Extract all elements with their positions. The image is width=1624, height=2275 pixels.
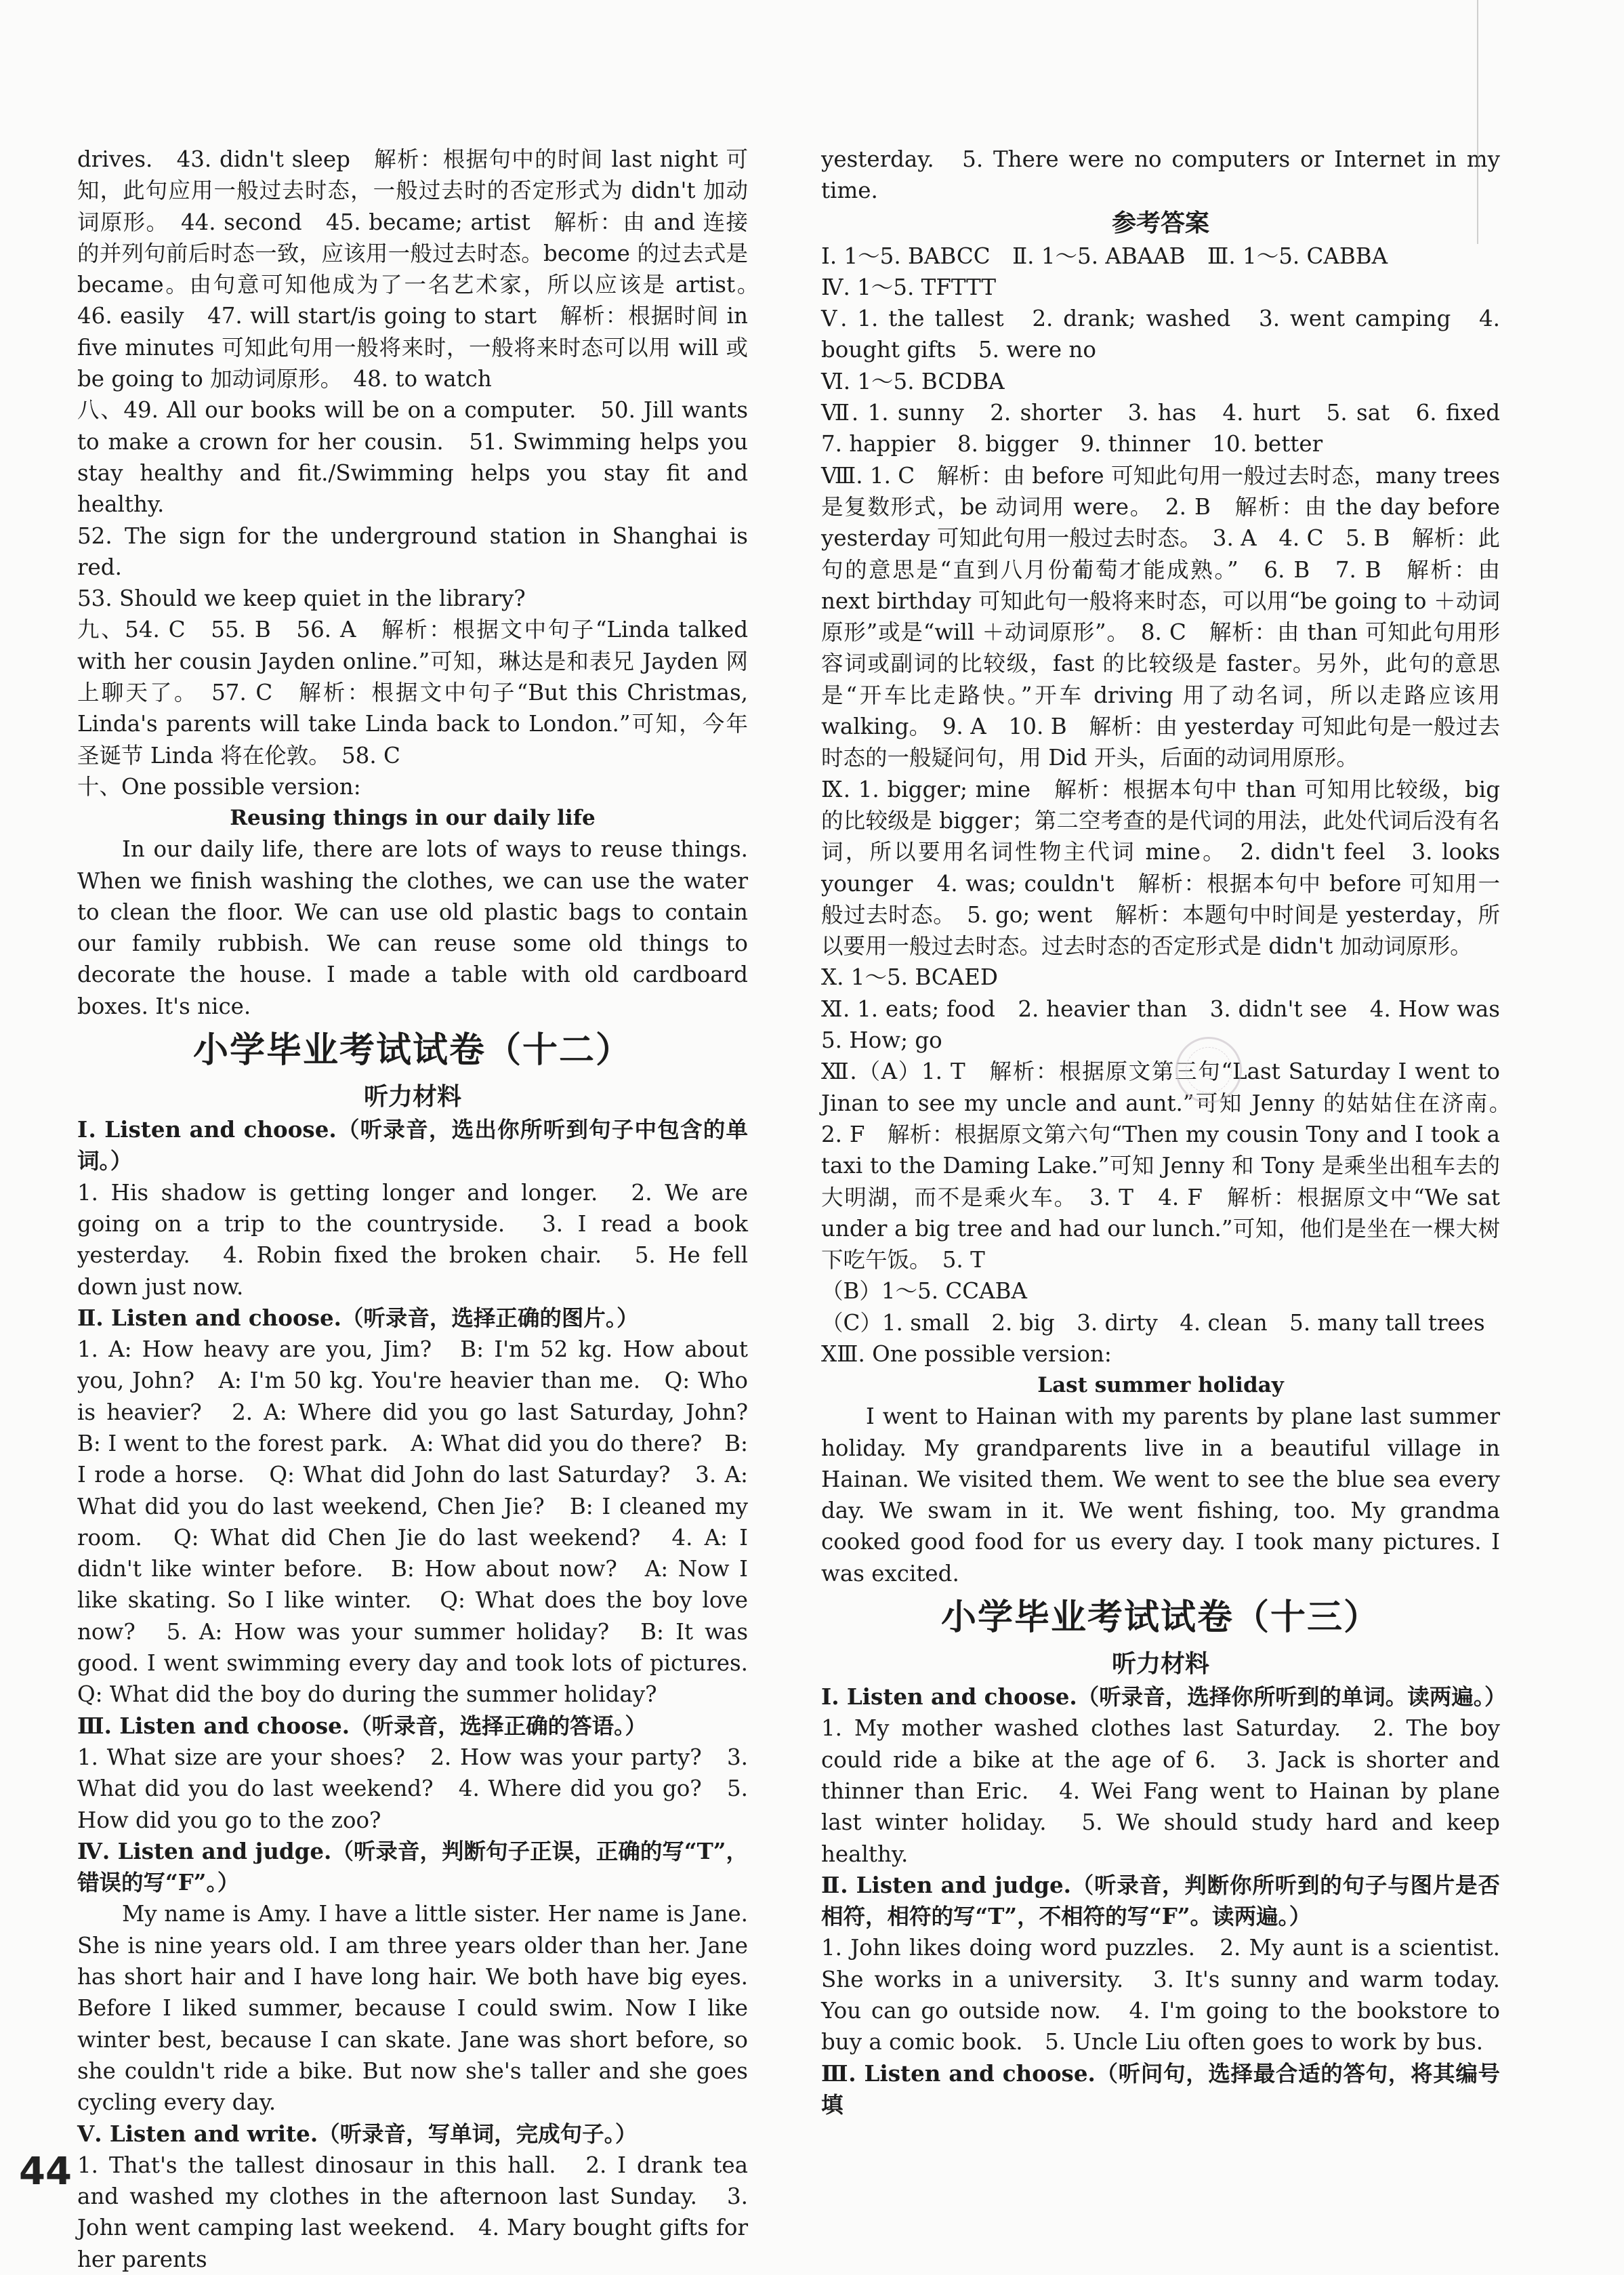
question-heading: Ⅴ. Listen and write.（听录音，写单词，完成句子。） (77, 2120, 638, 2147)
question-heading: Ⅰ. Listen and choose.（听录音，选出你所听到句子中包含的单词。） (77, 1116, 748, 1174)
answer-paragraph: 1. That's the tallest dinosaur in this hall. 2. I drank tea and washed my clothes in the afternoon last Sunday. 3. John went camping last weekend. 4. Mary bought gifts for her parents (77, 2152, 748, 2272)
answer-paragraph: 52. The sign for the underground station in Shanghai is red. (77, 522, 748, 580)
answer-paragraph: 1. My mother washed clothes last Saturday. 2. The boy could ride a bike at the age of 6. 3. Jack is shorter and thinner than Eric. 4. Wei Fang went to Hainan by plane last winter holiday. 5. We should study hard and keep healthy. (821, 1715, 1500, 1867)
answer-paragraph: 1. John likes doing word puzzles. 2. My aunt is a scientist. She works in a university. 3. It's sunny and warm today. You can go outside now. 4. I'm going to the bookstore to buy a comic book. 5. Uncle Liu often goes to work by bus. (821, 1935, 1500, 2055)
section-heading: 听力材料 (363, 1083, 461, 1111)
answer-paragraph: ⅩⅢ. One possible version: (821, 1340, 1112, 1367)
answer-paragraph: （B）1～5. CCABA (821, 1278, 1027, 1305)
answer-paragraph: 八、49. All our books will be on a computer. 50. Jill wants to make a crown for her cousin. 51. Swimming helps you stay healthy and fit./Swimming helps you stay fit and healthy. (77, 397, 748, 518)
answer-paragraph: Ⅵ. 1～5. BCDBA (821, 368, 1005, 394)
answer-paragraph: Ⅻ.（A）1. T 解析：根据原文第三句“Last Saturday I went to Jinan to see my uncle and aunt.”可知 Jenny 的姑姑住在济南。 2. F 解析：根据原文第六句“Then my cousin Tony and I took a taxi to the Daming Lake.”可知 Jenny 和 Tony 是乘坐出租车去的大明湖，而不是乘火车。 3. T 4. F 解析：根据原文中“We sat under a big tree and had our lunch.”可知，他们是坐在一棵大树下吃午饭。 5. T (821, 1059, 1522, 1273)
question-heading: Ⅲ. Listen and choose.（听录音，选择正确的答语。） (77, 1712, 647, 1739)
answer-paragraph: My name is Amy. I have a little sister. Her name is Jane. She is nine years old. I am three years older than her. Jane has short hair and I have long hair. We both have big eyes. Before I liked summer, because I could swim. Now I like winter best, because I can skate. Jane was short before, so she couldn't ride a bike. But now she's taller and she goes cycling every day. (77, 1901, 748, 2116)
answer-paragraph: 十、One possible version: (77, 773, 361, 800)
section-heading: 听力材料 (1111, 1650, 1209, 1679)
answer-paragraph: yesterday. 5. There were no computers or Internet in my time. (821, 146, 1500, 204)
answer-paragraph: 1. His shadow is getting longer and longer. 2. We are going on a trip to the countryside. 3. I read a book yesterday. 4. Robin fixed the broken chair. 5. He fell down just now. (77, 1179, 748, 1300)
essay-title: Reusing things in our daily life (230, 806, 596, 831)
left-column (77, 144, 770, 2275)
right-column (821, 144, 1522, 2120)
answer-paragraph: drives. 43. didn't sleep 解析：根据句中的时间 last night 可知，此句应用一般过去时态，一般过去时的否定形式为 didn't 加动词原形。 44. second 45. became; artist 解析：由 and 连接的并列句前后时态一致，应该用一般过去时态。become 的过去式是 became。由句意可知他成为了一名艺术家，所以应该是 artist。 46. easily 47. will start/is going to start 解析：根据时间 in five minutes 可知此句用一般将来时，一般将来时态可以用 will 或 be going to 加动词原形。 48. to watch (77, 146, 770, 392)
exam-title: 小学毕业考试试卷（十二） (192, 1030, 632, 1071)
answer-paragraph: Ⅳ. 1～5. TFTTT (821, 274, 997, 300)
answer-paragraph: In our daily life, there are lots of ways to reuse things. When we finish washing the clothes, we can use the water to clean the floor. We can use old plastic bags to contain our family rubbish. We can reuse some old things to decorate the house. I made a table with old cardboard boxes. It's nice. (77, 836, 748, 1019)
answer-paragraph: （C）1. small 2. big 3. dirty 4. clean 5. many tall trees (821, 1309, 1485, 1336)
section-heading: 参考答案 (1111, 209, 1209, 237)
answer-paragraph: 1. A: How heavy are you, Jim? B: I'm 52 kg. How about you, John? A: I'm 50 kg. You're heavier than me. Q: Who is heavier? 2. A: Where did you go last Saturday, John? B: I went to the forest park. A: What did you do there? B: I rode a horse. Q: What did John do last Saturday? 3. A: What did you do last weekend, Chen Jie? B: I cleaned my room. Q: What did Chen Jie do last weekend? 4. A: I didn't like winter before. B: How about now? A: Now I like skating. So I like winter. Q: What does the boy love now? 5. A: How was your summer holiday? B: It was good. I went swimming every day and took lots of pictures. Q: What did the boy do during the summer holiday? (77, 1336, 770, 1708)
answer-paragraph: Ⅰ. 1～5. BABCC Ⅱ. 1～5. ABAAB Ⅲ. 1～5. CABBA (821, 243, 1388, 269)
answer-paragraph: Ⅺ. 1. eats; food 2. heavier than 3. didn't see 4. How was 5. How; go (821, 996, 1522, 1054)
question-heading: Ⅲ. Listen and choose.（听问句，选择最合适的答句，将其编号填 (821, 2059, 1500, 2118)
page-fold-mark (1477, 0, 1478, 244)
question-heading: Ⅱ. Listen and judge.（听录音，判断你所听到的句子与图片是否相符，相符的写“T”，不相符的写“F”。读两遍。） (821, 1871, 1500, 1930)
answer-paragraph: Ⅶ. 1. sunny 2. shorter 3. has 4. hurt 5. sat 6. fixed 7. happier 8. bigger 9. thinner 10. better (821, 400, 1522, 457)
question-heading: Ⅳ. Listen and judge.（听录音，判断句子正误，正确的写“T”，错误的写“F”。） (77, 1837, 748, 1896)
question-heading: Ⅱ. Listen and choose.（听录音，选择正确的图片。） (77, 1304, 639, 1331)
answer-paragraph: 九、54. C 55. B 56. A 解析：根据文中句子“Linda talked with her cousin Jayden online.”可知，琳达是和表兄 Jayden 网上聊天了。 57. C 解析：根据文中句子“But this Christmas, Linda's parents will take Linda back to London.”可知，今年圣诞节 Linda 将在伦敦。 58. C (77, 617, 748, 768)
answer-paragraph: I went to Hainan with my parents by plane last summer holiday. My grandparents live in a beautiful village in Hainan. We visited them. We went to see the blue sea every day. We swam in it. We went fishing, too. My grandma cooked good food for us every day. I took many pictures. I was excited. (821, 1403, 1500, 1586)
page-number: 44 (19, 2150, 72, 2194)
answer-paragraph: Ⅴ. 1. the tallest 2. drank; washed 3. went camping 4. bought gifts 5. were no (821, 306, 1500, 363)
answer-paragraph: 53. Should we keep quiet in the library? (77, 586, 526, 612)
question-heading: Ⅰ. Listen and choose.（听录音，选择你所听到的单词。读两遍。） (821, 1683, 1507, 1710)
essay-title: Last summer holiday (1037, 1373, 1284, 1398)
faint-stamp-mark (1175, 1037, 1242, 1103)
answer-paragraph: 1. What size are your shoes? 2. How was your party? 3. What did you do last weekend? 4. Where did you go? 5. How did you go to the zoo? (77, 1744, 748, 1833)
answer-paragraph: Ⅷ. 1. C 解析：由 before 可知此句用一般过去时态，many trees 是复数形式，be 动词用 were。 2. B 解析：由 the day before yesterday 可知此句用一般过去时态。 3. A 4. C 5. B 解析：此句的意思是“直到八月份葡萄才能成熟。” 6. B 7. B 解析：由 next birthday 可知此句一般将来时态，可以用“be going to ＋动词原形”或是“will ＋动词原形”。 8. C 解析：由 than 可知此句用形容词或副词的比较级，fast 的比较级是 faster。另外，此句的意思是“开车比走路快。”开车 driving 用了动名词，所以走路应该用 walking。 9. A 10. B 解析：由 yesterday 可知此句是一般过去时态的一般疑问句，用 Did 开头，后面的动词用原形。 (821, 462, 1500, 771)
exam-title: 小学毕业考试试卷（十三） (940, 1597, 1380, 1639)
answer-paragraph: Ⅹ. 1～5. BCAED (821, 964, 998, 991)
answer-paragraph: Ⅸ. 1. bigger; mine 解析：根据本句中 than 可知用比较级，big 的比较级是 bigger；第二空考查的是代词的用法，此处代词后没有名词，所以要用名词性物主代词 mine。 2. didn't feel 3. looks younger 4. was; couldn't 解析：根据本句中 before 可知用一般过去时态。 5. go; went 解析：本题句中时间是 yesterday，所以要用一般过去时态。过去时态的否定形式是 didn't 加动词原形。 (821, 776, 1500, 960)
